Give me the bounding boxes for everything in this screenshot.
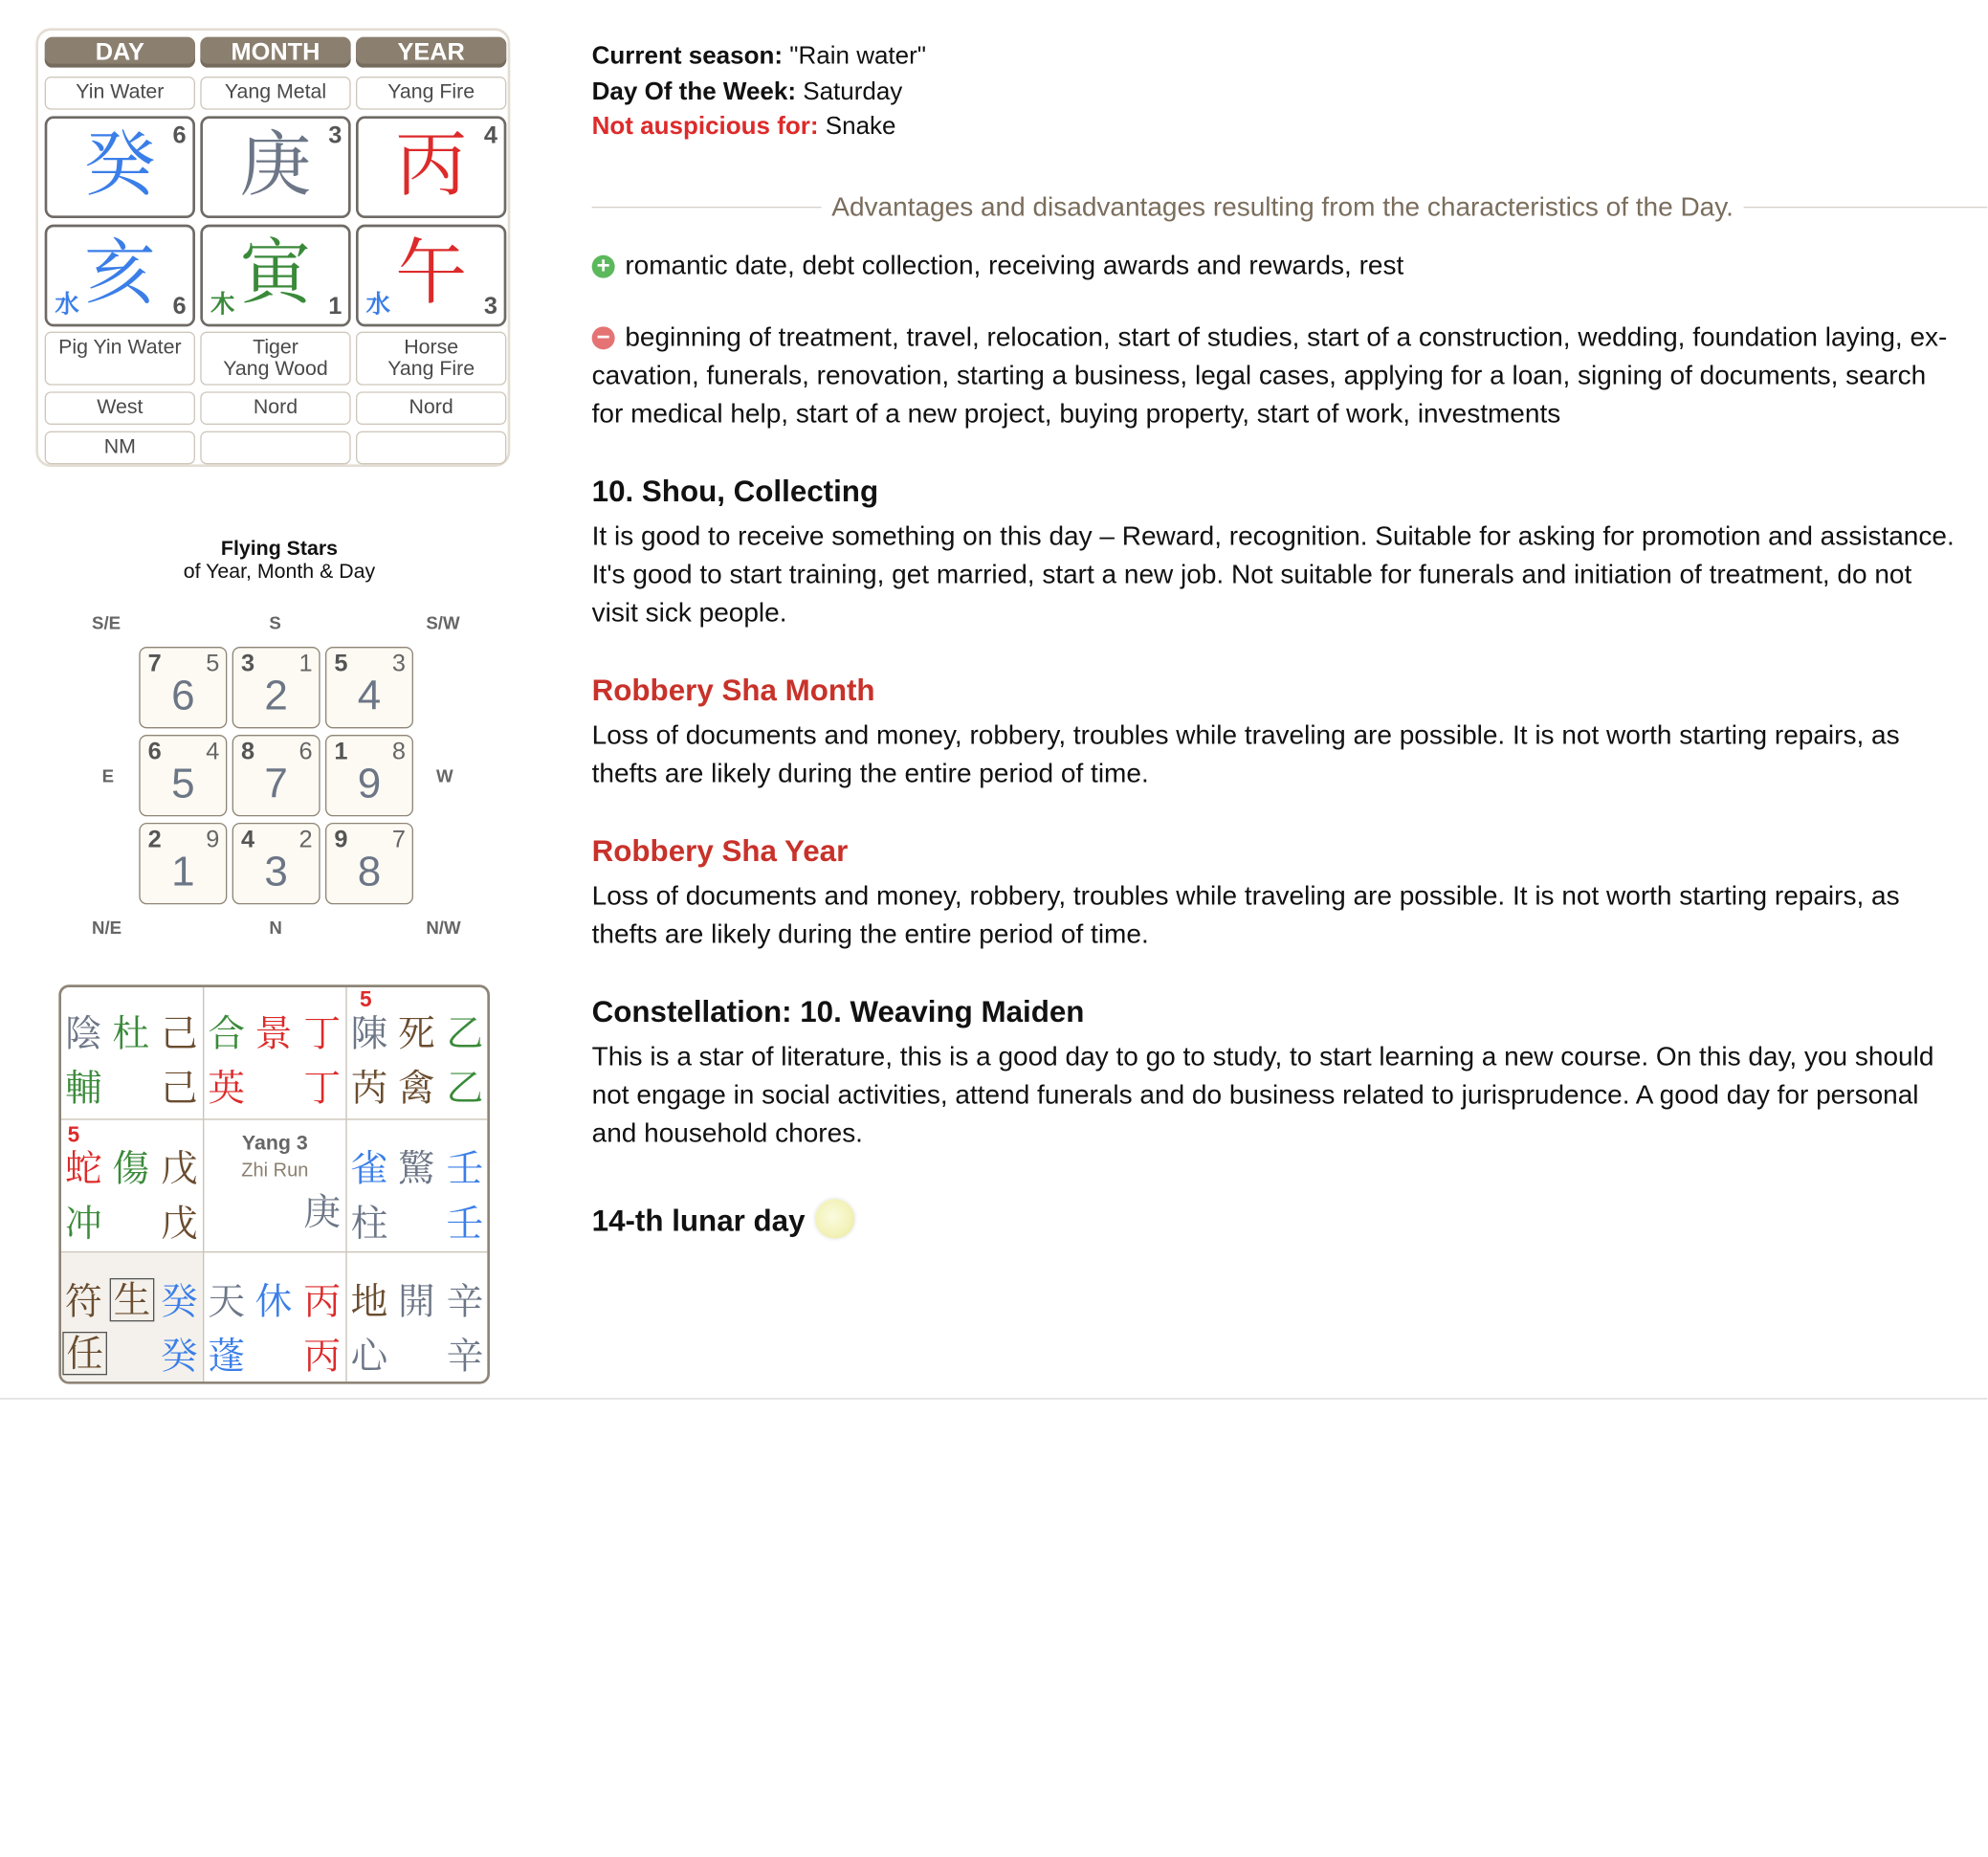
- section-line: Loss of documents and money, robbery, troubles while traveling are possible. It is not worth starting repairs, as: [591, 881, 1900, 911]
- advantages-heading: Advantages and disadvantages resulting from the characteristics of the Day.: [822, 188, 1744, 227]
- year-branch-box: [356, 225, 506, 327]
- star-year: 7: [147, 650, 162, 677]
- star-month: 7: [264, 759, 288, 807]
- star-year: 9: [334, 826, 348, 853]
- dow-label: Day Of the Week:: [591, 77, 797, 105]
- negative-list: [592, 319, 1988, 433]
- dir-e: E: [101, 764, 115, 786]
- flying-stars-heading: Flying Stars: [220, 538, 339, 561]
- star-year: 6: [147, 738, 162, 765]
- qimen-cell-w: [347, 1120, 490, 1253]
- qimen-star: 芮: [350, 1066, 388, 1110]
- day-element-label: Yin Water: [45, 77, 195, 110]
- month-branch-number: 1: [328, 293, 342, 321]
- advantages-separator: [592, 188, 1988, 227]
- qimen-cell-sw: [347, 987, 490, 1120]
- day-branch-box: [45, 225, 195, 327]
- day-stem-box: [45, 116, 195, 218]
- dir-w: W: [435, 764, 453, 786]
- qimen-door: 杜: [112, 1011, 150, 1055]
- qimen-earth-stem: 壬: [446, 1201, 484, 1246]
- day-extra: NM: [45, 431, 195, 465]
- month-direction: Nord: [200, 391, 350, 425]
- star-year: 5: [334, 650, 348, 677]
- month-header: MONTH: [200, 37, 350, 68]
- year-animal-label: [356, 332, 506, 386]
- section-title: 10. Shou, Collecting: [591, 474, 879, 508]
- qimen-deity: 地: [350, 1279, 388, 1323]
- section-line: thefts are likely during the entire period of time.: [591, 919, 1149, 949]
- moon-phase-icon: [815, 1199, 854, 1238]
- qimen-mark: 5: [67, 1122, 80, 1147]
- year-branch-number: 3: [483, 293, 497, 321]
- star-cell-s: [232, 647, 320, 728]
- qimen-earth-stem: 丁: [303, 1066, 342, 1110]
- qimen-deity: 合: [208, 1011, 246, 1055]
- qimen-center-subtitle: Zhi Run: [241, 1159, 309, 1182]
- negative-text-2: cavation, funerals, renovation, starting a business, legal cases, applying for a loan, signing of documents, search: [591, 361, 1927, 390]
- year-stem-number: 4: [483, 122, 497, 149]
- star-cell-ne: [139, 823, 227, 904]
- qimen-door: 驚: [397, 1146, 435, 1190]
- star-cell-se: [139, 647, 227, 728]
- month-stem-box: [200, 116, 350, 218]
- qimen-heaven-stem: 癸: [160, 1279, 198, 1323]
- qimen-earth-stem: 乙: [446, 1066, 484, 1110]
- day-direction: West: [45, 391, 195, 425]
- star-day: 9: [206, 826, 220, 853]
- qimen-grid: [58, 984, 490, 1383]
- year-extra: [356, 431, 506, 465]
- month-element-label: Yang Metal: [200, 77, 350, 110]
- dir-se: S/E: [91, 611, 121, 633]
- qimen-earth-stem: 辛: [446, 1334, 484, 1378]
- qimen-deity: 陰: [64, 1011, 102, 1055]
- star-year: 3: [240, 650, 255, 677]
- day-info: [592, 39, 1988, 144]
- section-title: Robbery Sha Month: [591, 673, 875, 707]
- star-cell-nw: [325, 823, 413, 904]
- star-month: 6: [171, 671, 195, 718]
- qimen-earth-stem: 戊: [160, 1201, 198, 1246]
- qimen-door-highlighted: 生: [110, 1278, 155, 1321]
- section-line: It is good to receive something on this day – Reward, recognition. Suitable for asking for promotion and assistance.: [591, 521, 1955, 551]
- qimen-door: 景: [254, 1011, 293, 1055]
- star-month: 5: [171, 759, 195, 807]
- lunar-day-row: [592, 1199, 1988, 1242]
- section-line: and household chores.: [591, 1118, 863, 1148]
- qimen-deity: 雀: [350, 1146, 388, 1190]
- day-animal-text: Pig Yin Water: [58, 336, 182, 359]
- qimen-deity: 蛇: [64, 1146, 102, 1190]
- section-line: This is a star of literature, this is a good day to go to study, to start learning a new course. On this day, you should: [591, 1042, 1934, 1072]
- dow-value: Saturday: [803, 77, 903, 105]
- day-stem-number: 6: [172, 122, 187, 149]
- star-day: 6: [298, 738, 313, 765]
- month-animal-text: Tiger: [253, 336, 298, 359]
- positive-text: romantic date, debt collection, receiving awards and rewards, rest: [625, 251, 1404, 281]
- dir-nw: N/W: [426, 917, 461, 938]
- day-stem-glyph: 癸: [83, 123, 156, 207]
- qimen-star-highlighted: 任: [62, 1332, 107, 1375]
- qimen-earth-stem: 己: [160, 1066, 198, 1110]
- qimen-heaven-stem: 丁: [303, 1011, 342, 1055]
- qimen-star: 冲: [64, 1201, 102, 1246]
- year-header: YEAR: [356, 37, 506, 68]
- dir-ne: N/E: [91, 917, 122, 938]
- star-day: 5: [206, 650, 220, 677]
- month-branch-box: [200, 225, 350, 327]
- star-cell-n: [232, 823, 320, 904]
- plus-icon: +: [592, 255, 615, 278]
- star-month: 9: [357, 759, 382, 807]
- section-title: Constellation: 10. Weaving Maiden: [591, 994, 1085, 1028]
- star-year: 2: [147, 826, 162, 853]
- season-row: [592, 39, 1988, 75]
- qimen-cell-nw: [347, 1252, 490, 1383]
- year-stem-box: [356, 116, 506, 218]
- flying-stars-subtitle: of Year, Month & Day: [183, 561, 376, 584]
- qimen-center-title: Yang 3: [241, 1132, 308, 1155]
- qimen-heaven-stem: 壬: [446, 1146, 484, 1190]
- season-value: "Rain water": [789, 41, 927, 71]
- star-cell-e: [139, 735, 227, 816]
- section-line: not engage in social activities, attend funerals and do business related to jurisprudence. A good day for personal: [591, 1080, 1919, 1110]
- qimen-earth-stem: 丙: [303, 1334, 342, 1378]
- qimen-earth-stem: 癸: [160, 1334, 198, 1378]
- section-line: thefts are likely during the entire period of time.: [591, 759, 1149, 788]
- section-robbery-year: [592, 831, 1988, 954]
- qimen-heaven-stem: 戊: [160, 1146, 198, 1190]
- star-cell-sw: [325, 647, 413, 728]
- star-year: 1: [334, 738, 348, 765]
- not-auspicious-row: [592, 110, 1988, 145]
- year-animal-text: Horse: [404, 336, 459, 359]
- year-element-label: Yang Fire: [356, 77, 506, 110]
- star-month: 4: [357, 671, 382, 718]
- year-direction: Nord: [356, 391, 506, 425]
- season-label: Current season:: [591, 41, 784, 71]
- month-branch-element: 木: [210, 290, 235, 320]
- star-day: 8: [391, 738, 406, 765]
- dir-sw: S/W: [426, 611, 460, 633]
- positive-list: [592, 248, 1988, 286]
- section-robbery-month: [592, 671, 1988, 793]
- qimen-star: 輔: [64, 1066, 102, 1110]
- star-day: 2: [298, 826, 313, 853]
- qimen-deity: 天: [208, 1279, 246, 1323]
- qimen-heaven-stem: 乙: [446, 1011, 484, 1055]
- negative-text-1: beginning of treatment, travel, relocation, start of studies, start of a construction, wedding, foundation laying, ex-: [625, 322, 1948, 352]
- star-day: 3: [391, 650, 406, 677]
- not-auspicious-label: Not auspicious for:: [591, 112, 819, 141]
- star-day: 1: [298, 650, 313, 677]
- month-animal-label: [200, 332, 350, 386]
- day-branch-glyph: 亥: [83, 232, 156, 316]
- qimen-cell-e: [61, 1120, 204, 1253]
- qimen-mark: 5: [359, 986, 372, 1012]
- section-title: Robbery Sha Year: [591, 833, 849, 868]
- qimen-star: 蓬: [208, 1334, 246, 1378]
- month-stem-number: 3: [328, 122, 342, 149]
- dir-n: N: [269, 917, 282, 938]
- year-branch-element: 水: [365, 290, 391, 320]
- star-year: 4: [240, 826, 255, 853]
- star-day: 7: [391, 826, 406, 853]
- qimen-cell-center: [204, 1120, 346, 1253]
- day-branch-element: 水: [55, 290, 79, 320]
- star-year: 8: [240, 738, 255, 765]
- section-line: It's good to start training, get married, start a new job. Not suitable for funerals and initiation of treatment, do not: [591, 560, 1912, 589]
- qimen-deity: 陳: [350, 1011, 388, 1055]
- qimen-cell-se: [61, 987, 204, 1120]
- year-branch-glyph: 午: [395, 232, 467, 316]
- section-constellation: [592, 992, 1988, 1153]
- star-day: 4: [206, 738, 220, 765]
- minus-icon: −: [592, 326, 615, 349]
- month-extra: [200, 431, 350, 465]
- qimen-star: 英: [208, 1066, 246, 1110]
- year-stem-glyph: 丙: [395, 123, 467, 207]
- flying-stars-title: [127, 539, 431, 585]
- qimen-door: 死: [397, 1011, 435, 1055]
- qimen-heaven-stem: 丙: [303, 1279, 342, 1323]
- qimen-door: 傷: [112, 1146, 150, 1190]
- dow-row: [592, 75, 1988, 110]
- star-month: 1: [171, 847, 195, 895]
- qimen-cell-n: [204, 1252, 346, 1383]
- section-line: visit sick people.: [591, 598, 787, 628]
- day-branch-number: 6: [172, 293, 187, 321]
- qimen-star: 心: [350, 1334, 388, 1378]
- qimen-heaven-stem: 辛: [446, 1279, 484, 1323]
- month-stem-glyph: 庚: [239, 123, 312, 207]
- star-month: 2: [264, 671, 288, 718]
- qimen-cell-ne: [61, 1252, 204, 1383]
- qimen-star-2: 禽: [397, 1066, 435, 1110]
- lunar-day-title: 14-th lunar day: [591, 1204, 806, 1238]
- qimen-center-stem: 庚: [303, 1189, 342, 1234]
- qimen-door: 休: [254, 1279, 293, 1323]
- qimen-star: 柱: [350, 1201, 388, 1246]
- month-branch-glyph: 寅: [239, 232, 312, 316]
- bazi-pillars-panel: [35, 28, 510, 467]
- star-cell-w: [325, 735, 413, 816]
- section-officer: [592, 472, 1988, 632]
- dir-s: S: [269, 611, 281, 633]
- month-animal-element: Yang Wood: [223, 358, 328, 381]
- qimen-cell-s: [204, 987, 346, 1120]
- bottom-divider: [0, 1398, 1987, 1399]
- not-auspicious-value: Snake: [825, 112, 896, 141]
- star-month: 8: [357, 847, 382, 895]
- section-line: Loss of documents and money, robbery, troubles while traveling are possible. It is not worth starting repairs, as: [591, 720, 1900, 750]
- star-cell-center: [232, 735, 320, 816]
- year-animal-element: Yang Fire: [387, 358, 475, 381]
- negative-text-3: for medical help, start of a new project, buying property, start of work, investments: [591, 399, 1561, 429]
- day-animal-label: [45, 332, 195, 386]
- qimen-door: 開: [397, 1279, 435, 1323]
- qimen-deity: 符: [64, 1279, 102, 1323]
- star-month: 3: [264, 847, 288, 895]
- day-header: DAY: [45, 37, 195, 68]
- qimen-heaven-stem: 己: [160, 1011, 198, 1055]
